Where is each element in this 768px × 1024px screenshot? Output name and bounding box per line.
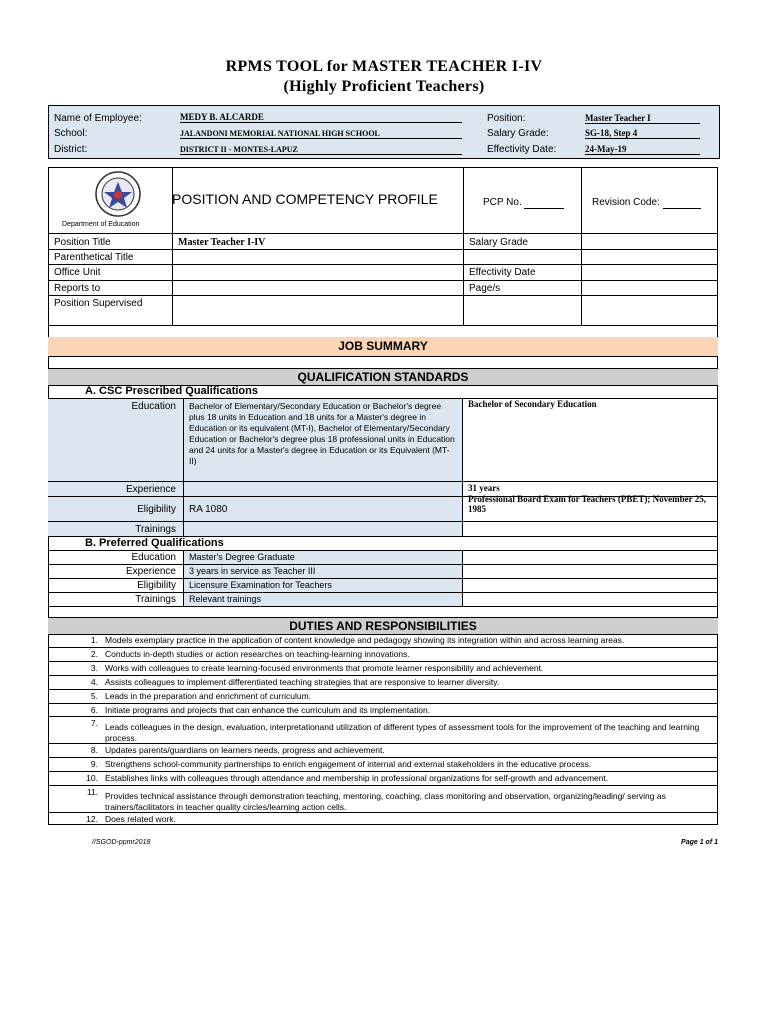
duty-text: Establishes links with colleagues through attendance and membership in professional organizations for self-growth and advancement. (105, 773, 609, 783)
duty-number: 8. (90, 745, 98, 755)
duty-divider (48, 757, 718, 758)
position-label: Position: (487, 113, 526, 124)
duty-number: 7. (90, 718, 98, 728)
duty-number: 4. (90, 677, 98, 687)
pref-eligibility-value: Licensure Examination for Teachers (189, 580, 332, 590)
page-number: Page 1 of 1 (681, 839, 718, 846)
pcp-field[interactable] (524, 208, 564, 209)
education-value: Bachelor of Secondary Education (468, 399, 597, 409)
position-value: Master Teacher I (585, 113, 700, 124)
duty-divider (48, 716, 718, 717)
supervised-label: Position Supervised (54, 298, 143, 309)
experience-value: 31 years (468, 483, 500, 493)
duty-text: Assists colleagues to implement differentiated teaching strategies that are responsive to learner diversity. (105, 677, 500, 687)
effectivity-label: Effectivity Date: (487, 144, 557, 155)
duty-number: 10. (86, 773, 98, 783)
duty-text: Conducts in-depth studies or action researches on teaching-learning innovations. (105, 649, 410, 659)
pref-eligibility-label: Eligibility (137, 580, 176, 591)
duty-divider (48, 785, 718, 786)
school-label: School: (54, 128, 88, 139)
salary-grade-row-label: Salary Grade (469, 237, 528, 248)
document-title: RPMS TOOL for MASTER TEACHER I-IV (225, 58, 543, 75)
salary-grade-label: Salary Grade: (487, 128, 549, 139)
school-name: JALANDONI MEMORIAL NATIONAL HIGH SCHOOL (180, 129, 462, 139)
eligibility-value: Professional Board Exam for Teachers (PBET); November 25, 1985 (468, 494, 706, 514)
pcp-label: PCP No. (483, 197, 522, 208)
duty-divider (48, 675, 718, 676)
duties-heading: DUTIES AND RESPONSIBILITIES (48, 617, 718, 635)
pref-experience-label: Experience (125, 566, 176, 577)
duty-text: Leads in the preparation and enrichment of curriculum. (105, 691, 312, 701)
duty-number: 3. (90, 663, 98, 673)
employee-name: MEDY B. ALCARDE (180, 112, 462, 123)
duty-text: Updates parents/guardians on learners needs, progress and achievement. (105, 745, 385, 755)
district-label: District: (54, 144, 88, 155)
duty-number: 5. (90, 691, 98, 701)
experience-label: Experience (125, 484, 176, 495)
pref-education-label: Education (131, 552, 176, 563)
duty-number: 1. (90, 635, 98, 645)
duty-number: 11. (86, 787, 98, 797)
revision-label: Revision Code: (592, 197, 660, 208)
revision-field[interactable] (663, 208, 701, 209)
qualification-heading: QUALIFICATION STANDARDS (48, 368, 718, 386)
duty-divider (48, 771, 718, 772)
duty-divider (48, 661, 718, 662)
duty-number: 2. (90, 649, 98, 659)
duty-text: Initiate programs and projects that can enhance the curriculum and its implementation. (105, 705, 431, 715)
pref-education-value: Master's Degree Graduate (189, 552, 295, 562)
duty-text: Strengthens school-community partnerships to enrich engagement of internal and external stakeholders in the educative process. (105, 759, 592, 769)
office-unit-label: Office Unit (54, 267, 101, 278)
preferred-heading: B. Preferred Qualifications (85, 537, 224, 549)
document-subtitle: (Highly Proficient Teachers) (283, 78, 485, 95)
duty-text: Provides technical assistance through demonstration teaching, mentoring, coaching, class monitoring and observation, organizing/leading/ serving as trainers/facilitators in teacher quality circles/learning action cells. (105, 791, 666, 812)
csc-heading: A. CSC Prescribed Qualifications (85, 385, 258, 397)
job-summary-heading: JOB SUMMARY (48, 337, 718, 357)
salary-grade-value: SG-18, Step 4 (585, 128, 700, 139)
duty-text: Models exemplary practice in the application of content knowledge and pedagogy showing its integration within and across learning areas. (105, 635, 625, 645)
pages-label: Page/s (469, 283, 501, 294)
duty-text: Does related work. (105, 814, 176, 824)
deped-seal (82, 170, 154, 218)
position-title-value: Master Teacher I-IV (178, 237, 266, 248)
duty-text: Works with colleagues to create learning-focused environments that promote learner responsibility and achievement. (105, 663, 544, 673)
duty-divider (48, 689, 718, 690)
employee-name-label: Name of Employee: (54, 113, 142, 124)
reports-to-label: Reports to (54, 283, 101, 294)
duty-number: 6. (90, 705, 98, 715)
duty-number: 9. (90, 759, 98, 769)
pref-experience-value: 3 years in service as Teacher III (189, 566, 316, 576)
district-name: DISTRICT II - MONTES-LAPUZ (180, 145, 462, 155)
education-label: Education (131, 401, 176, 412)
effectivity-value: 24-May-19 (585, 144, 700, 155)
eligibility-label: Eligibility (137, 504, 176, 515)
footer-code: //SGOD-ppmr2018 (92, 839, 151, 846)
duty-divider (48, 812, 718, 813)
duty-divider (48, 703, 718, 704)
duty-text: Leads colleagues in the design, evaluation, interpretationand utilization of different types of assessment tools for the improvement of the teaching and learning process. (105, 722, 700, 743)
dept-label: Department of Education (62, 221, 140, 228)
pref-trainings-label: Trainings (135, 594, 176, 605)
effectivity-row-label: Effectivity Date (469, 267, 536, 278)
profile-heading: POSITION AND COMPETENCY PROFILE (172, 191, 438, 207)
duty-number: 12. (86, 814, 98, 824)
duty-divider (48, 743, 718, 744)
pref-trainings-value: Relevant trainings (189, 594, 262, 604)
position-title-label: Position Title (54, 237, 111, 248)
eligibility-text: RA 1080 (189, 504, 228, 515)
parenthetical-label: Parenthetical Title (54, 252, 134, 263)
duty-divider (48, 647, 718, 648)
education-text: Bachelor of Elementary/Secondary Education or Bachelor's degree plus 18 units in Education and 18 units for a Master's degree in Education or its equivalent (MT-I), Bachelor of Elementary/Secondary Education or Bachelor's degree plus 18 professional units in Education and 24 units for a Master's degree in Education or its Equivalent (MT-II) (189, 401, 455, 466)
trainings-label: Trainings (135, 524, 176, 535)
